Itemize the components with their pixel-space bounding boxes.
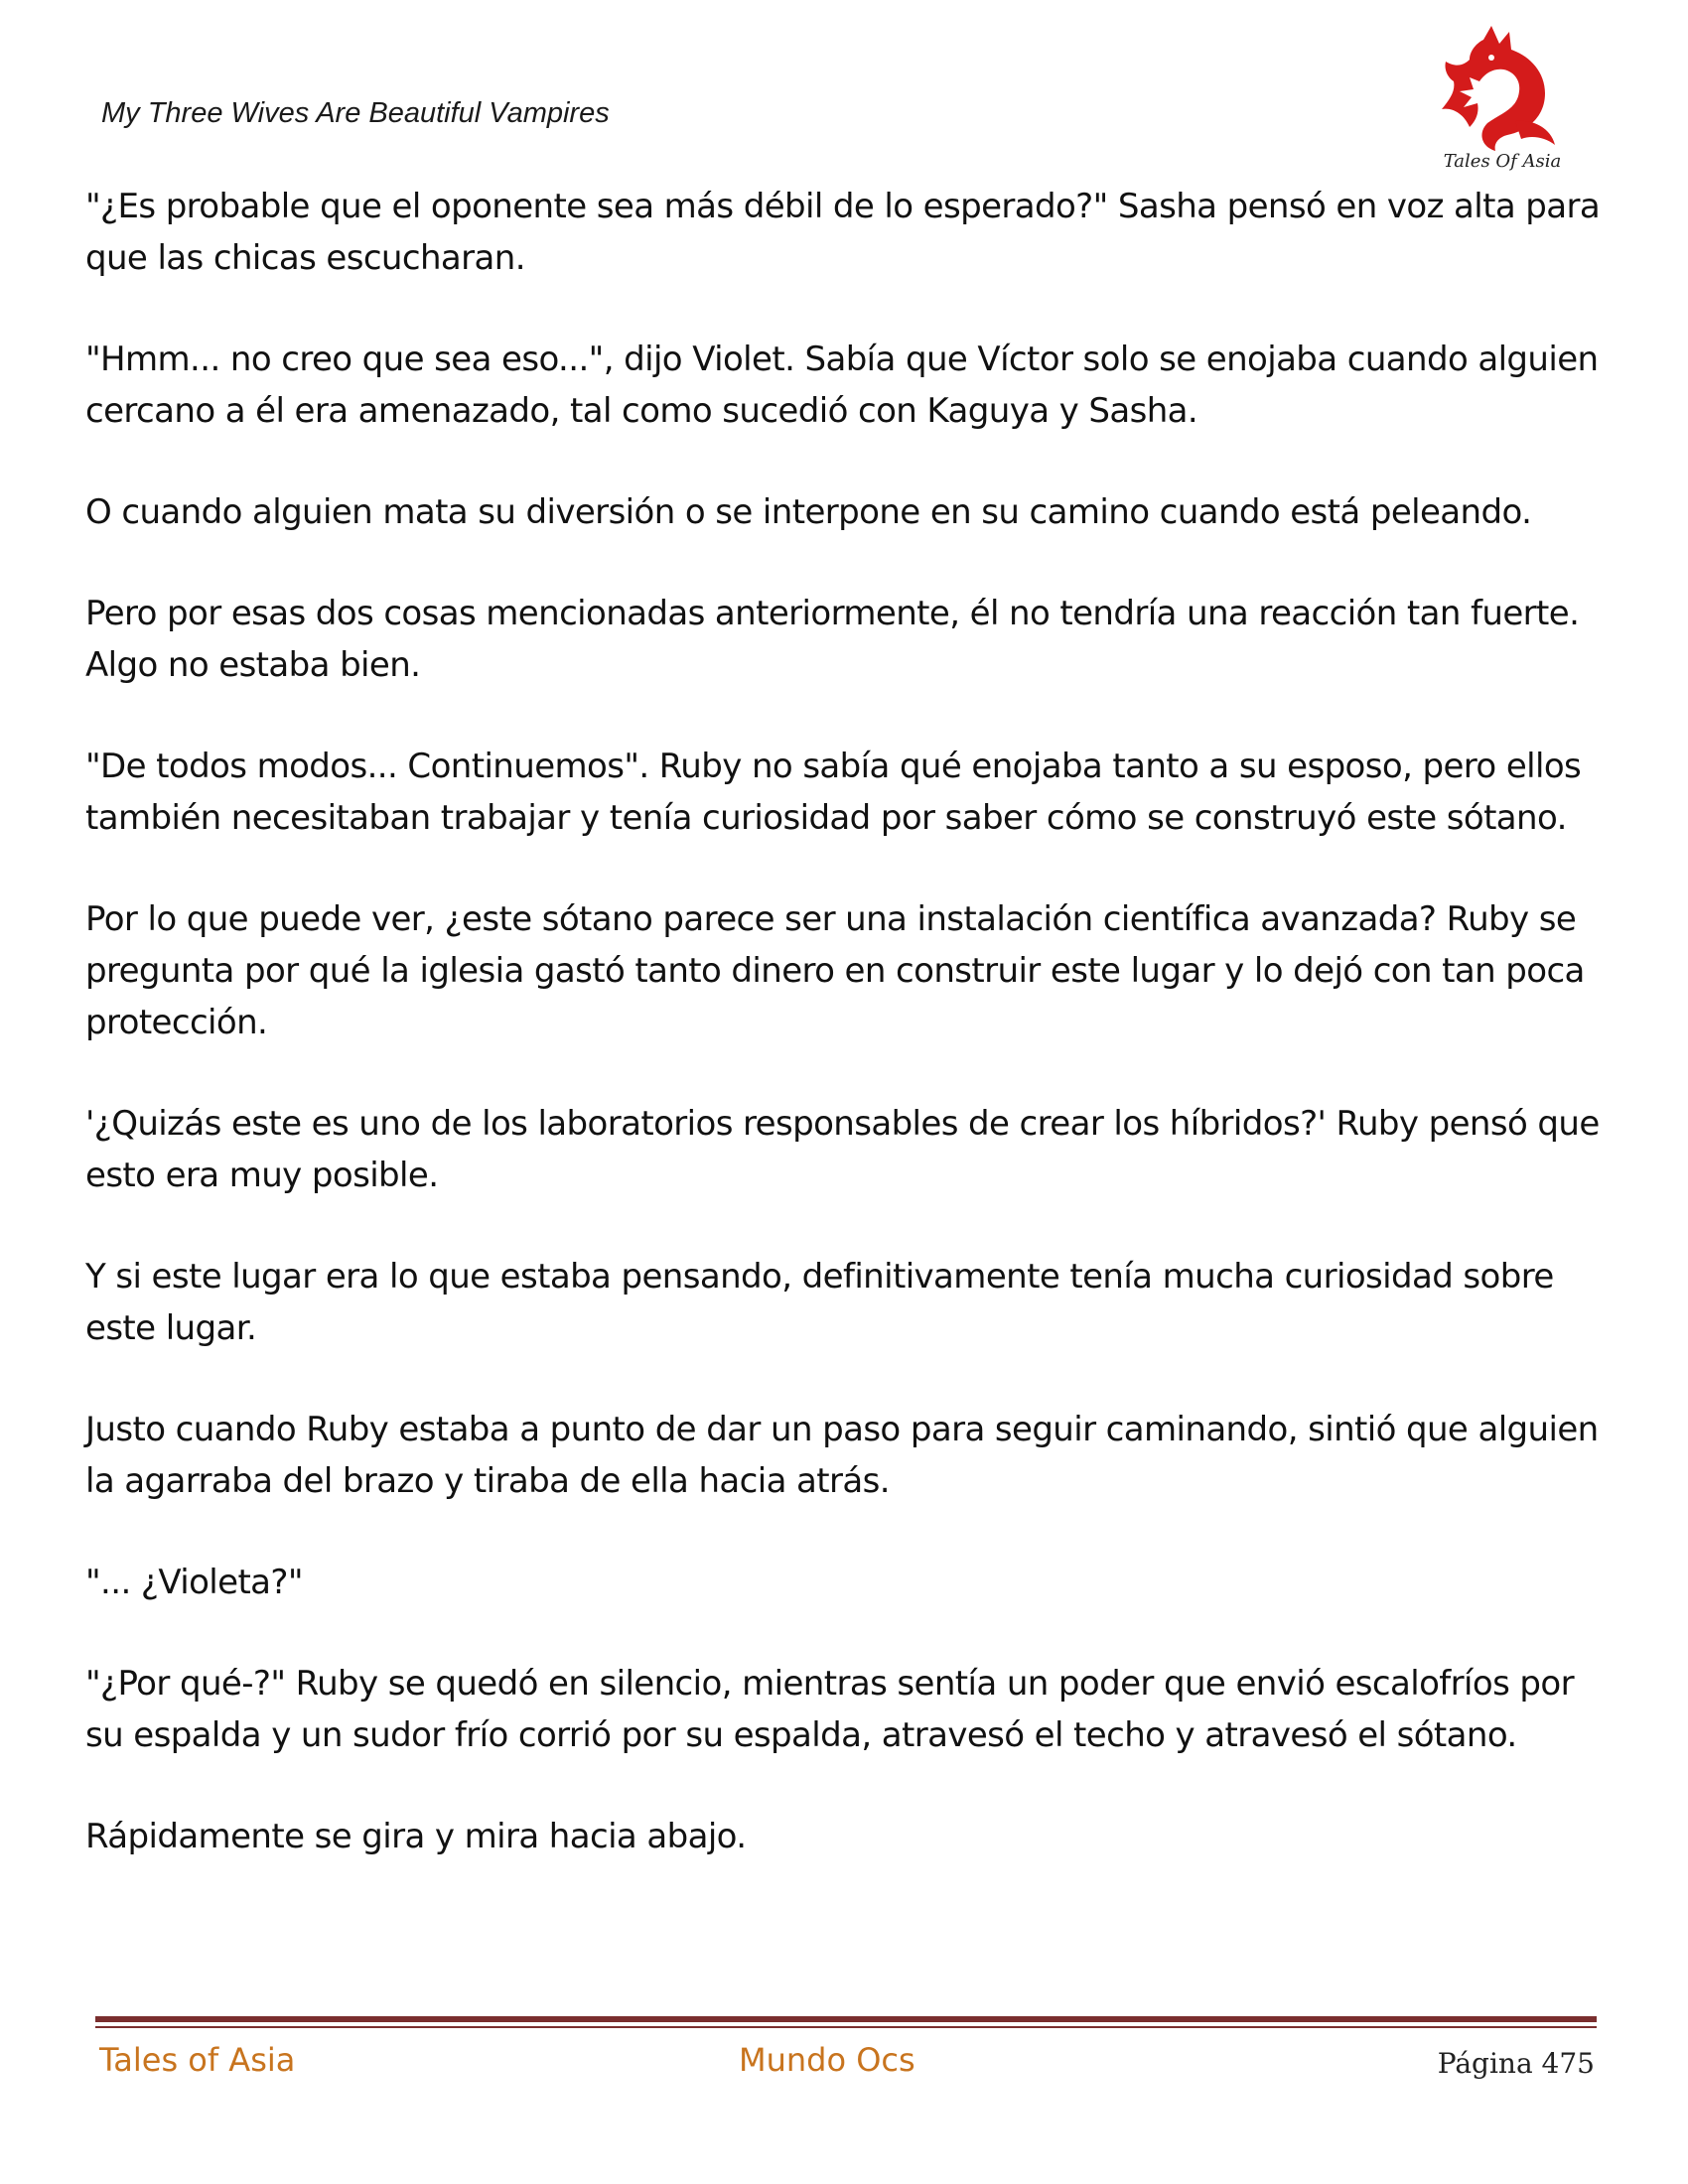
footer-section-name: Mundo Ocs: [739, 2041, 915, 2079]
page-number: Página 475: [1437, 2047, 1595, 2080]
paragraph: "¿Por qué-?" Ruby se quedó en silencio, mientras sentía un poder que envió escalofríos por su espalda y un sudor frío corrió por su espalda, atravesó el techo y atravesó el sótano.: [85, 1664, 1574, 1755]
paragraph: "De todos modos... Continuemos". Ruby no sabía qué enojaba tanto a su esposo, pero ellos también necesitaban trabajar y tenía curiosidad por saber cómo se construyó este sótano.: [85, 747, 1582, 838]
footer-site-name: Tales of Asia: [99, 2041, 296, 2079]
paragraph: Pero por esas dos cosas mencionadas anteriormente, él no tendría una reacción tan fuerte. Algo no estaba bien.: [85, 594, 1580, 685]
paragraph: "... ¿Violeta?": [85, 1563, 303, 1602]
paragraph: Y si este lugar era lo que estaba pensando, definitivamente tenía mucha curiosidad sobre este lugar.: [85, 1257, 1554, 1348]
paragraph: "Hmm... no creo que sea eso...", dijo Violet. Sabía que Víctor solo se enojaba cuando alguien cercano a él era amenazado, tal como sucedió con Kaguya y Sasha.: [85, 340, 1599, 431]
footer-divider-thin: [95, 2026, 1597, 2028]
header-title: My Three Wives Are Beautiful Vampires: [101, 97, 610, 129]
paragraph: Por lo que puede ver, ¿este sótano parece ser una instalación científica avanzada? Ruby se pregunta por qué la iglesia gastó tanto dinero en construir este lugar y lo dejó con tan poca protección.: [85, 899, 1585, 1042]
paragraph: O cuando alguien mata su diversión o se interpone en su camino cuando está peleando.: [85, 492, 1532, 532]
paragraph: Justo cuando Ruby estaba a punto de dar un paso para seguir caminando, sintió que alguien la agarraba del brazo y tiraba de ella hacia atrás.: [85, 1410, 1599, 1501]
page-content: [85, 181, 1615, 1912]
dragon-tail-shape: [1515, 121, 1555, 145]
paragraph: "¿Es probable que el oponente sea más débil de lo esperado?" Sasha pensó en voz alta para que las chicas escucharan.: [85, 187, 1601, 278]
logo-caption: Tales Of Asia: [1443, 151, 1562, 172]
footer-divider: [95, 2016, 1597, 2022]
dragon-eye-icon: [1488, 55, 1494, 61]
paragraph: '¿Quizás este es uno de los laboratorios responsables de crear los híbridos?' Ruby pensó que esto era muy posible.: [85, 1104, 1600, 1195]
paragraph: Rápidamente se gira y mira hacia abajo.: [85, 1817, 747, 1856]
